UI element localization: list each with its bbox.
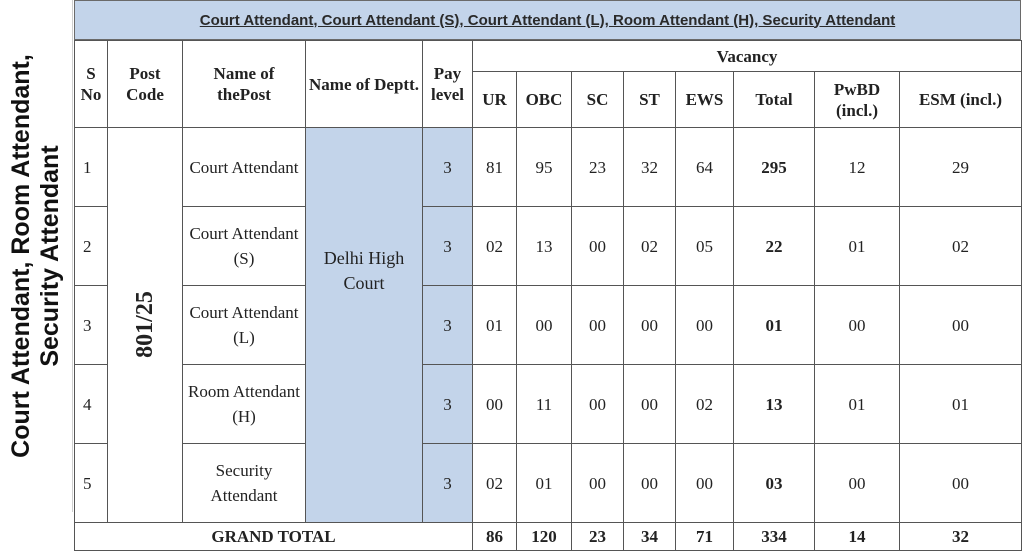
header-sc: SC [572,72,624,128]
cell-pay: 3 [423,365,473,444]
cell-total: 22 [734,207,815,286]
table-row [75,128,1022,207]
header-total: Total [734,72,815,128]
cell-ur: 00 [473,365,517,444]
cell-pwbd: 01 [815,365,900,444]
post-code-text: 801/25 [131,291,158,358]
cell-post-name: Security Attendant [183,444,306,523]
cell-obc: 11 [517,365,572,444]
grand-total-ews: 71 [676,523,734,551]
cell-esm: 00 [900,286,1022,365]
cell-sno: 1 [75,128,108,207]
grand-total-pwbd: 14 [815,523,900,551]
header-obc: OBC [517,72,572,128]
header-pwbd: PwBD (incl.) [815,72,900,128]
cell-sc: 23 [572,128,624,207]
table-row [75,444,1022,523]
cell-obc: 00 [517,286,572,365]
side-title: Court Attendant, Room Attendant, Security Attendant [7,54,64,458]
cell-esm: 02 [900,207,1022,286]
cell-post-name: Court Attendant (L) [183,286,306,365]
cell-esm: 01 [900,365,1022,444]
cell-pay: 3 [423,128,473,207]
grand-total-sc: 23 [572,523,624,551]
header-esm: ESM (incl.) [900,72,1022,128]
cell-pay: 3 [423,286,473,365]
cell-sno: 2 [75,207,108,286]
cell-pwbd: 00 [815,444,900,523]
cell-st: 00 [624,444,676,523]
grand-total-st: 34 [624,523,676,551]
cell-sc: 00 [572,286,624,365]
cell-obc: 13 [517,207,572,286]
cell-ews: 64 [676,128,734,207]
cell-obc: 01 [517,444,572,523]
header-dept: Name of Deptt. [306,41,423,128]
cell-esm: 29 [900,128,1022,207]
cell-total: 295 [734,128,815,207]
cell-ur: 81 [473,128,517,207]
cell-post-name: Court Attendant [183,128,306,207]
cell-ur: 01 [473,286,517,365]
cell-dept: Delhi High Court [306,128,423,523]
vacancy-table [74,40,1022,551]
cell-total: 03 [734,444,815,523]
cell-post-name: Court Attendant (S) [183,207,306,286]
cell-pay: 3 [423,207,473,286]
cell-ews: 00 [676,286,734,365]
header-ur: UR [473,72,517,128]
cell-sc: 00 [572,207,624,286]
banner-title: Court Attendant, Court Attendant (S), Court Attendant (L), Room Attendant (H), Security Attendant [74,0,1021,40]
grand-total-row [75,523,1022,551]
cell-sno: 3 [75,286,108,365]
grand-total-total: 334 [734,523,815,551]
cell-pay: 3 [423,444,473,523]
header-sno: S No [75,41,108,128]
cell-pwbd: 00 [815,286,900,365]
table-row [75,207,1022,286]
header-post-code: Post Code [108,41,183,128]
table-row [75,365,1022,444]
header-st: ST [624,72,676,128]
header-vacancy: Vacancy [473,41,1022,72]
cell-total: 13 [734,365,815,444]
cell-ur: 02 [473,207,517,286]
cell-pwbd: 12 [815,128,900,207]
header-pay-level: Pay level [423,41,473,128]
cell-st: 00 [624,286,676,365]
cell-st: 02 [624,207,676,286]
side-title-panel [0,0,73,512]
grand-total-obc: 120 [517,523,572,551]
cell-total: 01 [734,286,815,365]
table-row [75,286,1022,365]
cell-sno: 5 [75,444,108,523]
cell-esm: 00 [900,444,1022,523]
cell-post-name: Room Attendant (H) [183,365,306,444]
cell-ur: 02 [473,444,517,523]
header-name-of-post: Name of thePost [183,41,306,128]
header-ews: EWS [676,72,734,128]
grand-total-label: GRAND TOTAL [75,523,473,551]
grand-total-ur: 86 [473,523,517,551]
cell-obc: 95 [517,128,572,207]
grand-total-esm: 32 [900,523,1022,551]
cell-sno: 4 [75,365,108,444]
cell-sc: 00 [572,365,624,444]
cell-ews: 05 [676,207,734,286]
cell-st: 00 [624,365,676,444]
cell-post-code [108,128,183,523]
cell-pwbd: 01 [815,207,900,286]
cell-ews: 00 [676,444,734,523]
cell-ews: 02 [676,365,734,444]
cell-sc: 00 [572,444,624,523]
cell-st: 32 [624,128,676,207]
